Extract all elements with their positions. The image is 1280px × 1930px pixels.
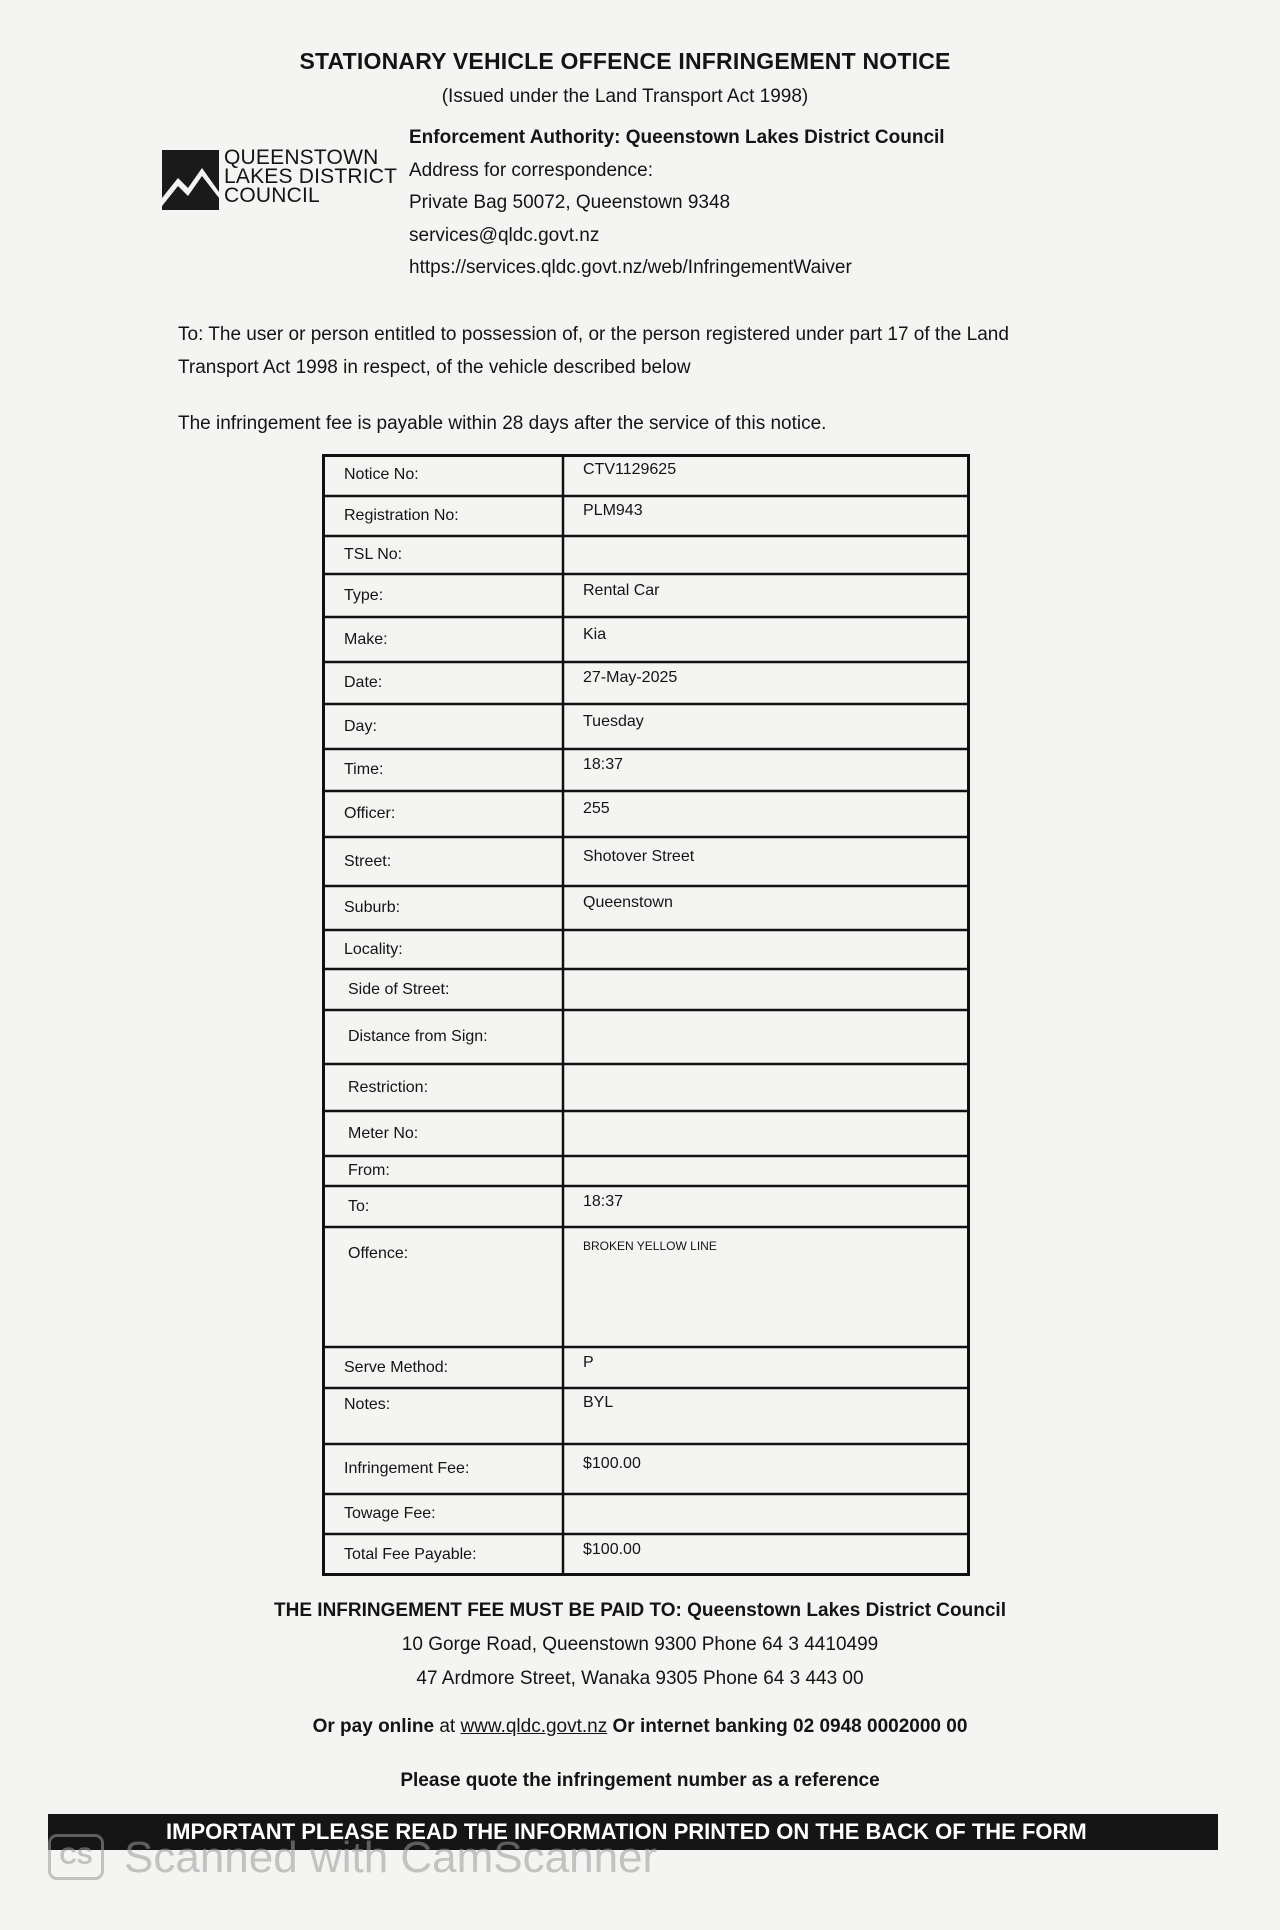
logo-line-2: LAKES DISTRICT [224,165,398,188]
recipient-paragraph: To: The user or person entitled to possession of, or the person registered under part 17 of the Land Transport Act 1998 in respect, of the vehicle described below [178,324,1009,378]
table-grid [322,454,970,1576]
contact-email[interactable]: services@qldc.govt.nz [409,224,600,246]
row-label: Offence: [348,1245,409,1262]
wanaka-address: 47 Ardmore Street, Wanaka 9305 Phone 64 3 443 00 [416,1668,864,1689]
row-value: 18:37 [583,1193,624,1210]
enforcement-authority: Enforcement Authority: Queenstown Lakes District Council [409,127,945,148]
row-label: Time: [344,761,384,778]
row-value: 18:37 [583,756,624,773]
row-value: BYL [583,1394,614,1411]
row-label: Street: [344,853,392,870]
row-label: Officer: [344,805,396,822]
watermark-text: Scanned with CamScanner [124,1833,658,1882]
payment-heading-label: THE INFRINGEMENT FEE MUST BE PAID TO: [274,1600,682,1621]
row-label: Infringement Fee: [344,1460,470,1477]
row-label: Distance from Sign: [348,1028,488,1045]
queenstown-address: 10 Gorge Road, Queenstown 9300 Phone 64 3 4410499 [401,1634,879,1655]
row-label: Towage Fee: [344,1505,436,1522]
row-label: Notice No: [344,466,419,483]
row-value: Shotover Street [583,848,695,865]
row-value: Kia [583,626,607,643]
logo-wordmark [224,148,397,205]
row-value: Tuesday [583,713,644,730]
row-value: Queenstown [583,894,673,911]
row-label: Meter No: [348,1125,419,1142]
row-label: Serve Method: [344,1359,449,1376]
online-prefix: Or pay online [312,1716,435,1737]
row-value: P [583,1354,594,1371]
row-label: Total Fee Payable: [344,1546,477,1563]
waiver-url[interactable]: https://services.qldc.govt.nz/web/InfringementWaiver [409,257,852,278]
row-label: To: [348,1198,370,1215]
row-value: $100.00 [583,1455,641,1472]
row-label: Date: [344,674,383,691]
logo-line-1: QUEENSTOWN [224,146,379,169]
online-at: at [439,1716,456,1737]
notice-details-table [322,454,970,1576]
payment-heading-org: Queenstown Lakes District Council [687,1600,1006,1621]
row-label: Restriction: [348,1079,429,1096]
online-payment-line [0,1716,1280,1738]
camscanner-watermark [48,1830,688,1886]
row-value: BROKEN YELLOW LINE [583,1239,717,1253]
important-banner: IMPORTANT PLEASE READ THE INFORMATION PRINTED ON THE BACK OF THE FORM [48,1814,1218,1850]
internet-banking: Or internet banking 02 0948 0002000 00 [612,1716,968,1737]
row-value: 27-May-2025 [583,669,678,686]
row-value: PLM943 [583,502,643,519]
row-value: $100.00 [583,1541,641,1558]
row-value: Rental Car [583,582,660,599]
notice-subtitle: (Issued under the Land Transport Act 1998) [441,86,809,107]
quote-reference-note: Please quote the infringement number as a reference [400,1770,880,1791]
camscanner-logo-icon: CS [48,1834,104,1880]
row-label: Locality: [344,941,403,958]
row-value: 255 [583,800,610,817]
qldc-logo [162,148,402,212]
row-label: From: [348,1162,390,1179]
row-label: Registration No: [344,507,459,524]
row-label: Type: [344,587,384,604]
row-label: Make: [344,631,388,648]
notice-title: STATIONARY VEHICLE OFFENCE INFRINGEMENT NOTICE [299,48,951,74]
mountain-logo-icon [162,150,219,210]
row-label: Suburb: [344,899,401,916]
row-label: Side of Street: [348,981,450,998]
payment-heading [0,1600,1280,1622]
row-label: Notes: [344,1396,391,1413]
authority-block [409,122,945,285]
private-bag-address: Private Bag 50072, Queenstown 9348 [409,192,731,213]
row-value: CTV1129625 [583,461,677,478]
fee-payable-notice: The infringement fee is payable within 28 days after the service of this notice. [178,413,827,434]
logo-line-3: COUNCIL [224,184,320,207]
row-label: Day: [344,718,377,735]
address-label: Address for correspondence: [409,159,653,181]
qldc-website-link[interactable]: www.qldc.govt.nz [460,1716,608,1737]
row-label: TSL No: [344,546,403,563]
